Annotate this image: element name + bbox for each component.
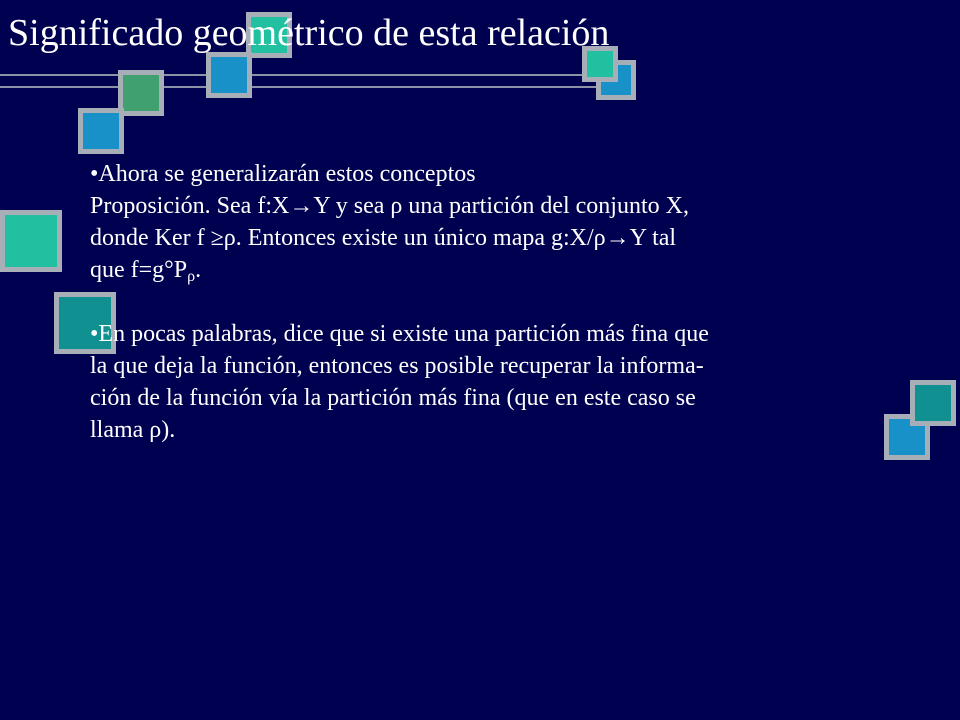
bullet-explanation-line-3: ción de la función vía la partición más fina (que en este caso se — [90, 385, 696, 411]
bullet-generalization — [90, 158, 920, 190]
proposition-period: . — [195, 257, 202, 283]
proposition-formula: que f=g°P — [90, 257, 188, 283]
bullet-explanation-line-1 — [90, 318, 920, 350]
bullet-marker: • — [90, 161, 99, 187]
slide-body — [90, 158, 920, 446]
decorative-square-blue-top — [206, 52, 252, 98]
title-rule-bottom — [0, 86, 600, 88]
decorative-square-teal-left — [0, 210, 62, 272]
bullet-explanation-line-4: llama ρ). — [90, 417, 176, 443]
bullet-explanation-line-2: la que deja la función, entonces es posible recuperar la informa- — [90, 353, 704, 379]
slide-title: Significado geométrico de esta relación — [8, 12, 610, 54]
paragraph-gap — [90, 286, 920, 318]
proposition-line-1: Proposición. Sea f:X→Y y sea ρ una partición del conjunto X, — [90, 193, 689, 219]
bullet-text: Ahora se generalizarán estos conceptos — [98, 161, 476, 187]
decorative-square-green-top — [118, 70, 164, 116]
bullet-marker: • — [90, 321, 99, 347]
decorative-square-blue-left — [78, 108, 124, 154]
proposition-line-2: donde Ker f ≥ρ. Entonces existe un único mapa g:X/ρ→Y tal — [90, 225, 677, 251]
proposition-formula-subscript: ρ — [187, 268, 196, 285]
title-rule-top — [0, 74, 620, 76]
proposition-line-3 — [90, 254, 920, 286]
bullet-text: En pocas palabras, dice que si existe una partición más fina que — [98, 321, 709, 347]
